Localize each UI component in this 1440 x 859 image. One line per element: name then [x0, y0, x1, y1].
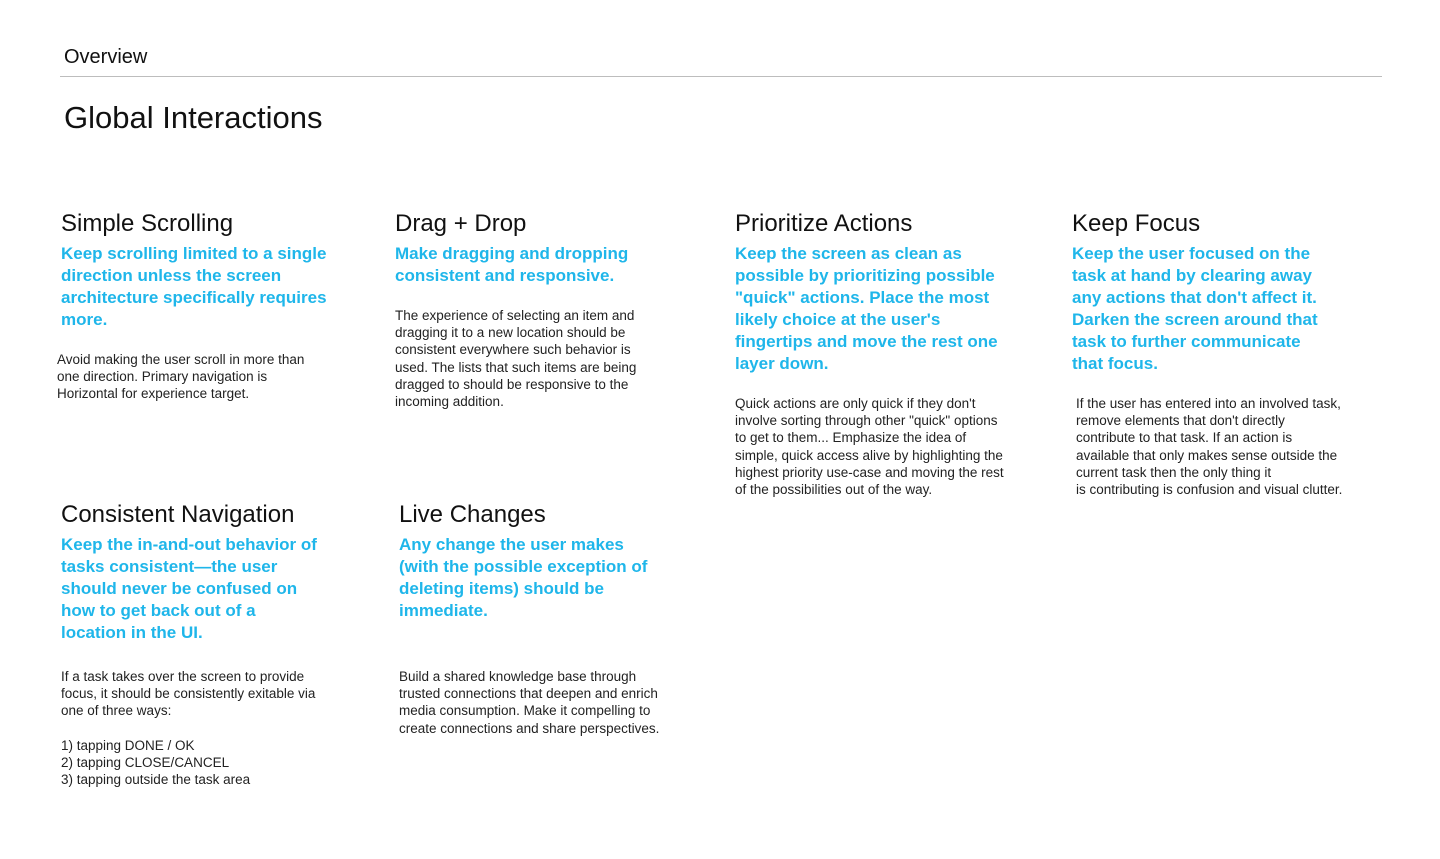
card-drag-drop [395, 209, 695, 410]
card-live-changes [399, 500, 699, 737]
card-title: Simple Scrolling [61, 210, 234, 237]
card-lead: Keep scrolling limited to a single direction unless the screen architecture specifically requires more. [61, 244, 327, 329]
card-lead: Any change the user makes (with the possible exception of deleting items) should be immediate. [399, 535, 648, 620]
card-simple-scrolling [57, 209, 361, 403]
card-title: Consistent Navigation [61, 501, 295, 528]
card-body: Avoid making the user scroll in more than one direction. Primary navigation is Horizontal for experience target. [57, 352, 305, 402]
header-divider [60, 76, 1382, 77]
card-consistent-navigation [61, 500, 361, 788]
card-lead: Keep the screen as clean as possible by prioritizing possible "quick" actions. Place the most likely choice at the user's fingertips and move the rest one layer down. [735, 244, 998, 373]
card-body: Quick actions are only quick if they don't involve sorting through other "quick" options to get to them... Emphasize the idea of simple, quick access alive by highlighting the highest priority use-case and moving the rest of the possibilities out of the way. [735, 396, 1004, 498]
card-body: If a task takes over the screen to provide focus, it should be consistently exitable via one of three ways: 1) tapping DONE / OK 2) tapping CLOSE/CANCEL 3) tapping outside the task area [61, 669, 316, 788]
card-lead: Keep the in-and-out behavior of tasks consistent—the user should never be confused on how to get back out of a location in the UI. [61, 535, 317, 642]
card-title: Live Changes [399, 501, 546, 528]
card-body: Build a shared knowledge base through trusted connections that deepen and enrich media consumption. Make it compelling to create connections and share perspectives. [399, 669, 660, 736]
card-lead: Keep the user focused on the task at hand by clearing away any actions that don't affect it. Darken the screen around that task to further communicate that focus. [1072, 244, 1318, 373]
section-label: Overview [64, 46, 148, 68]
card-title: Prioritize Actions [735, 210, 913, 237]
card-lead: Make dragging and dropping consistent and responsive. [395, 244, 629, 285]
card-title: Keep Focus [1072, 210, 1201, 237]
card-body: If the user has entered into an involved task, remove elements that don't directly contribute to that task. If an action is available that only makes sense outside the current task then the only thing it is contributing is confusion and visual clutter. [1076, 396, 1343, 498]
card-title: Drag + Drop [395, 210, 527, 237]
page-title: Global Interactions [64, 100, 323, 135]
card-prioritize-actions [735, 209, 1045, 498]
card-body: The experience of selecting an item and dragging it to a new location should be consistent everywhere such behavior is used. The lists that such items are being dragged to should be responsive to the incoming addition. [395, 308, 637, 410]
card-keep-focus [1072, 209, 1392, 498]
